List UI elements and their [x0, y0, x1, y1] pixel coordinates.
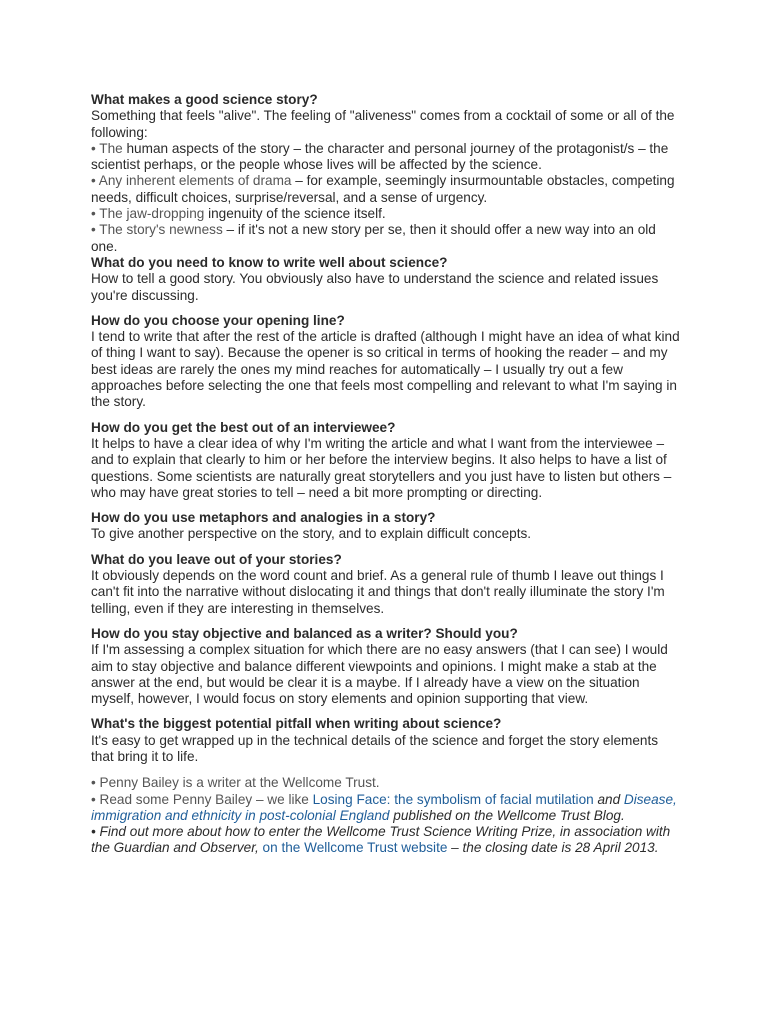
prize-lead: • Find out more about how to enter the Wellcome Trust Science Writing Prize, in association with the Guardian and Observer,: [91, 824, 671, 856]
answer-text: It helps to have a clear idea of why I'm writing the article and what I want from the interviewee – and to explain that clearly to him or her before the interview begins. It also helps to have a list of questions. Some scientists are naturally great storytellers and you just have to listen but others – who may have great stories to tell – need a bit more prompting or directing.: [91, 435, 672, 500]
prize-tail: – the closing date is 28 April 2013.: [447, 840, 659, 856]
read-more-lead: • Read some Penny Bailey – we like: [91, 791, 313, 807]
question-heading: What makes a good science story?: [91, 92, 318, 107]
bullet-text: human aspects of the story – the character and personal journey of the protagonist/s – the scientist perhaps, or the people whose lives will be affected by the science.: [91, 140, 669, 173]
read-more-note: [91, 792, 681, 825]
question-heading: How do you stay objective and balanced as a writer? Should you?: [91, 625, 518, 641]
author-note: • Penny Bailey is a writer at the Wellcome Trust.: [91, 775, 380, 791]
read-more-tail: published on the Wellcome Trust Blog.: [389, 807, 625, 823]
answer-text: If I'm assessing a complex situation for which there are no easy answers (that I can see) I would aim to stay objective and balance different viewpoints and opinions. I might make a stab at the answer at the end, but would be clear it is a maybe. If I already have a view on the situation myself, however, I would focus on story elements and opinion supporting that view.: [91, 642, 668, 707]
link-wellcome-website[interactable]: on the Wellcome Trust website: [262, 840, 448, 856]
bullet-text: ingenuity of the science itself.: [204, 206, 386, 222]
section-interviewee: [91, 420, 681, 501]
question-heading: How do you use metaphors and analogies in a story?: [91, 510, 436, 526]
bullet-text: – if it's not a new story per se, then it should offer a new way into an old one.: [91, 222, 656, 254]
bullet-item: [91, 206, 681, 222]
question-heading: What's the biggest potential pitfall when writing about science?: [91, 716, 502, 732]
read-more-and: and: [593, 791, 624, 807]
bullet-item: [91, 222, 681, 255]
article-footer: [91, 775, 681, 856]
section-objective: [91, 626, 681, 707]
section-good-science-story: [91, 92, 681, 255]
answer-text: It's easy to get wrapped up in the technical details of the science and forget the story elements that bring it to life.: [91, 732, 659, 764]
section-opening-line: [91, 313, 681, 411]
question-heading: What do you need to know to write well about science?: [91, 254, 448, 270]
question-heading: How do you get the best out of an interviewee?: [91, 419, 396, 435]
bullet-lead: • The: [91, 140, 123, 156]
question-heading: What do you leave out of your stories?: [91, 551, 342, 567]
answer-text: It obviously depends on the word count and brief. As a general rule of thumb I leave out things I can't fit into the narrative without dislocating it and things that don't really illuminate the story I'm telling, even if they are interesting in themselves.: [91, 568, 665, 616]
article-body: [91, 92, 681, 857]
bullet-lead: • The story's newness: [91, 222, 223, 238]
link-disease-immigration[interactable]: Disease, immigration and ethnicity in post-colonial England: [91, 791, 677, 823]
answer-text: I tend to write that after the rest of the article is drafted (although I might have an idea of what kind of thing I want to say). Because the opener is so critical in terms of hooking the reader – and my best ideas are rarely the ones my mind reaches for automatically – I usually try out a few approaches before selecting the one that feels most compelling and relevant to what I'm saying in the story.: [91, 329, 680, 410]
question-heading: How do you choose your opening line?: [91, 312, 345, 328]
section-metaphors: [91, 510, 681, 543]
section-pitfall: [91, 716, 681, 765]
answer-text: Something that feels "alive". The feeling of "aliveness" comes from a cocktail of some or all of the following:: [91, 108, 675, 140]
answer-text: To give another perspective on the story, and to explain difficult concepts.: [91, 526, 532, 542]
bullet-lead: • Any inherent elements of drama: [91, 173, 292, 189]
bullet-text: – for example, seemingly insurmountable obstacles, competing needs, difficult choices, surprise/reversal, and a sense of urgency.: [91, 173, 675, 205]
section-leave-out: [91, 552, 681, 617]
bullet-item: [91, 173, 681, 206]
section-write-well: [91, 255, 681, 304]
link-losing-face[interactable]: Losing Face: the symbolism of facial mutilation: [312, 791, 594, 807]
prize-note: [91, 824, 681, 857]
bullet-item: [91, 141, 681, 174]
bullet-lead: • The jaw-dropping: [91, 206, 205, 222]
answer-text: How to tell a good story. You obviously also have to understand the science and related issues you're discussing.: [91, 271, 659, 303]
